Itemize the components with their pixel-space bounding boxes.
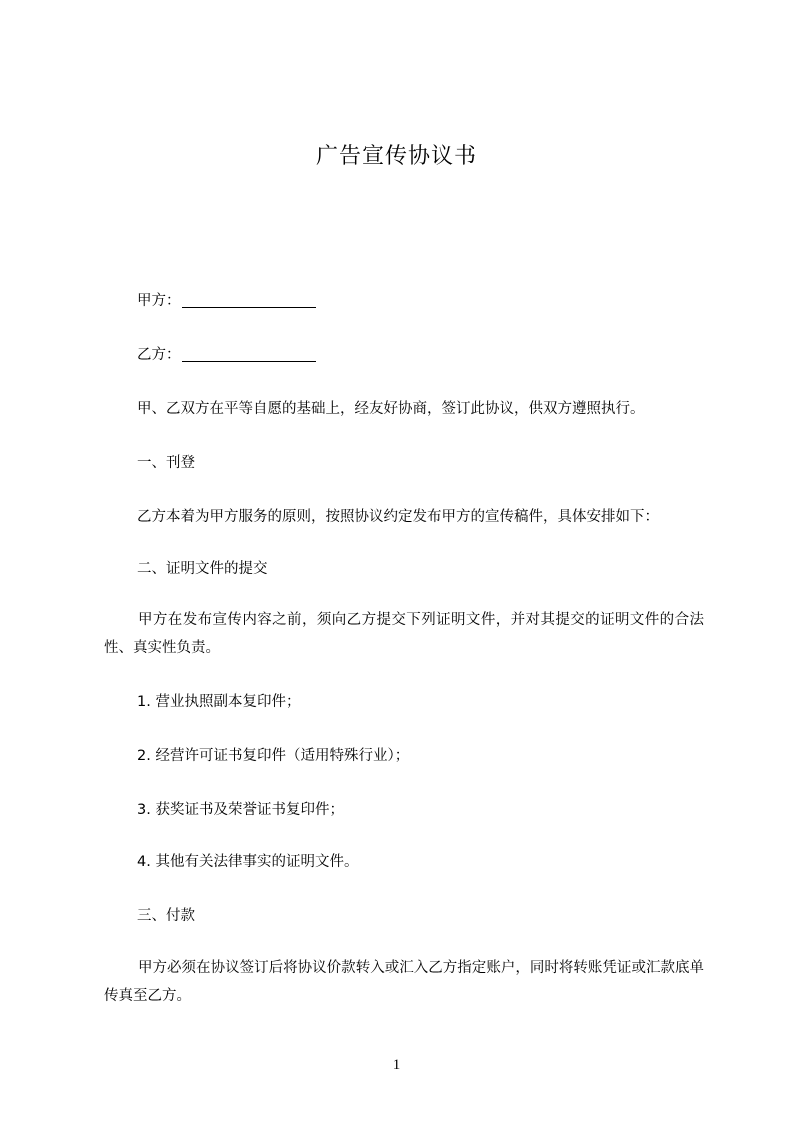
party-a-label: 甲方： xyxy=(137,293,181,309)
party-b-blank[interactable] xyxy=(182,345,316,362)
party-b-label: 乙方： xyxy=(137,347,181,363)
section1-text: 乙方本着为甲方服务的原则，按照协议约定发布甲方的宣传稿件，具体安排如下： xyxy=(137,509,659,525)
section2-text: 甲方在发布宣传内容之前，须向乙方提交下列证明文件，并对其提交的证明文件的合法性、真实性负责。 xyxy=(104,612,704,656)
page-number: 1 xyxy=(392,1057,401,1073)
section3-heading: 三、付款 xyxy=(137,908,195,924)
section1-heading: 一、刊登 xyxy=(137,455,195,471)
list-item: 1. 营业执照副本复印件； xyxy=(137,694,301,710)
list-item: 3. 获奖证书及荣誉证书复印件； xyxy=(137,802,344,818)
party-b-line xyxy=(137,345,316,365)
party-a-blank[interactable] xyxy=(182,291,316,308)
list-item: 2. 经营许可证书复印件（适用特殊行业）； xyxy=(137,748,410,764)
section3-text: 甲方必须在协议签订后将协议价款转入或汇入乙方指定账户，同时将转账凭证或汇款底单传真至乙方。 xyxy=(104,960,704,1004)
intro-paragraph: 甲、乙双方在平等自愿的基础上，经友好协商，签订此协议，供双方遵照执行。 xyxy=(137,401,645,417)
document-title: 广告宣传协议书 xyxy=(315,144,477,169)
party-a-line xyxy=(137,291,316,311)
list-item: 4. 其他有关法律事实的证明文件。 xyxy=(137,854,359,870)
section2-heading: 二、证明文件的提交 xyxy=(137,561,268,577)
